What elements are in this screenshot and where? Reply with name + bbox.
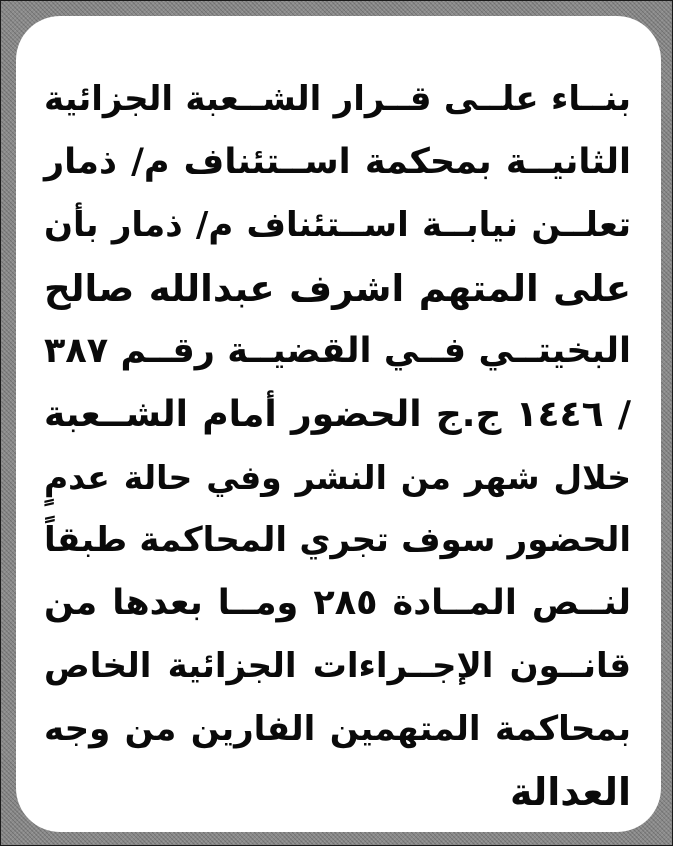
notice-line: على المتهم اشرف عبدالله صالح	[44, 267, 631, 310]
notice-line: تعلــن نيابــة اســتئناف م/ ذمار بأن	[44, 205, 631, 245]
notice-text	[44, 68, 631, 824]
notice-line: خلال شهر من النشر وفي حالة عدمٍ	[44, 458, 631, 497]
notice-line: البخيتــي فــي القضيــة رقــم ٣٨٧	[44, 331, 631, 371]
notice-line: الحضور سوف تجري المحاكمة طبقاً	[44, 520, 631, 560]
notice-line: لنــص المــادة ٢٨٥ ومــا بعدها من	[44, 583, 631, 623]
notice-line: الثانيــة بمحكمة اســتئناف م/ ذمار	[44, 142, 631, 182]
notice-line: قانــون الإجــراءات الجزائية الخاص	[44, 646, 631, 686]
notice-line: بمحاكمة المتهمين الفارين من وجه	[44, 709, 631, 749]
notice-line: العدالة	[509, 770, 631, 814]
notice-line: بنــاء علــى قــرار الشــعبة الجزائية	[44, 79, 631, 119]
notice-line: / ١٤٤٦ ج.ج الحضور أمام الشــعبة	[44, 394, 631, 435]
notice-card	[16, 16, 661, 832]
